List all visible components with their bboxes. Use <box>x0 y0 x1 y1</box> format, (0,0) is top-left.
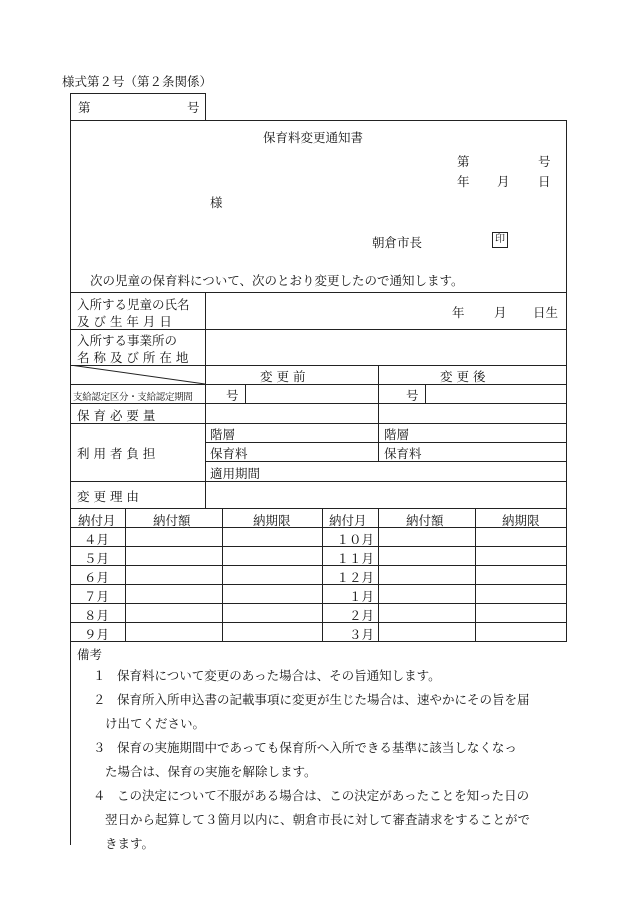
month-right-6: ３月 <box>348 627 374 642</box>
payment-header-month-left: 納付月 <box>78 513 116 528</box>
reason-label: 変 更 理 由 <box>77 489 139 504</box>
issue-year: 年 <box>457 174 470 189</box>
hoikuryo-before: 保育料 <box>210 446 248 461</box>
doc-no-dai: 第 <box>78 100 91 115</box>
cert-label: 支給認定区分・支給認定期間 <box>73 392 193 403</box>
month-left-6: ９月 <box>84 627 110 642</box>
need-label: 保 育 必 要 量 <box>77 408 156 423</box>
cert-go-after: 号 <box>406 388 419 403</box>
notes-title: 備考 <box>77 647 103 662</box>
issue-month: 月 <box>497 174 510 189</box>
office-label-2: 名 称 及 び 所 在 地 <box>77 350 189 365</box>
child-label-2: 及 び 生 年 月 日 <box>77 314 172 329</box>
month-left-3: ６月 <box>84 570 110 585</box>
issuer-name: 朝倉市長 <box>372 235 423 250</box>
cert-go-before: 号 <box>226 388 239 403</box>
month-right-4: １月 <box>348 589 374 604</box>
month-right-1: １０月 <box>336 532 374 547</box>
month-left-1: ４月 <box>84 532 110 547</box>
kaisou-before: 階層 <box>210 427 236 442</box>
document-title: 保育料変更通知書 <box>263 130 364 145</box>
before-header: 変 更 前 <box>260 369 306 384</box>
payment-header-month-right: 納付月 <box>329 513 367 528</box>
intro-text: 次の児童の保育料について、次のとおり変更したので通知します。 <box>90 273 464 288</box>
month-right-3: １２月 <box>336 570 374 585</box>
note-2-num: ２ <box>93 692 106 707</box>
payment-header-amount-left: 納付額 <box>153 513 191 528</box>
birth-month: 月 <box>494 305 507 320</box>
issue-day: 日 <box>538 174 551 189</box>
addressee-sama: 様 <box>210 195 223 210</box>
hoikuryo-after: 保育料 <box>384 446 422 461</box>
note-4-num: ４ <box>93 788 106 803</box>
note-3-num: ３ <box>93 740 106 755</box>
note-1-line-1: 保育料について変更のあった場合は、その旨通知します。 <box>117 668 441 683</box>
seal-mark: 印 <box>492 232 508 248</box>
after-header: 変 更 後 <box>440 369 486 384</box>
burden-label: 利 用 者 負 担 <box>77 446 156 461</box>
birth-day: 日生 <box>533 305 559 320</box>
note-4-line-1: この決定について不服がある場合は、この決定があったことを知った日の <box>117 788 530 803</box>
issue-dai: 第 <box>457 154 470 169</box>
note-1-num: １ <box>93 668 106 683</box>
note-3-line-1: 保育の実施期間中であっても保育所へ入所できる基準に該当しなくなっ <box>117 740 517 755</box>
note-4-line-3: きます。 <box>105 836 155 851</box>
diagonal-divider <box>70 365 205 384</box>
form-label: 様式第２号（第２条関係） <box>62 74 213 89</box>
note-2-line-2: け出てください。 <box>105 716 206 731</box>
note-3-line-2: た場合は、保育の実施を解除します。 <box>105 764 317 779</box>
payment-header-amount-right: 納付額 <box>406 513 444 528</box>
payment-header-due-right: 納期限 <box>502 513 540 528</box>
note-2-line-1: 保育所入所申込書の記載事項に変更が生じた場合は、速やかにその旨を届 <box>117 692 530 707</box>
month-right-2: １１月 <box>336 551 374 566</box>
child-label-1: 入所する児童の氏名 <box>77 297 190 312</box>
month-left-4: ７月 <box>84 589 110 604</box>
payment-header-due-left: 納期限 <box>253 513 291 528</box>
issue-go: 号 <box>538 154 551 169</box>
month-left-2: ５月 <box>84 551 110 566</box>
frame-top <box>70 120 567 121</box>
period-label: 適用期間 <box>210 466 261 481</box>
month-left-5: ８月 <box>84 608 110 623</box>
frame-left <box>70 120 71 845</box>
birth-year: 年 <box>452 305 465 320</box>
office-label-1: 入所する事業所の <box>77 333 178 348</box>
doc-no-go: 号 <box>187 100 200 115</box>
month-right-5: ２月 <box>348 608 374 623</box>
kaisou-after: 階層 <box>384 427 410 442</box>
note-4-line-2: 翌日から起算して３箇月以内に、朝倉市長に対して審査請求をすることがで <box>105 812 531 827</box>
frame-right <box>566 120 567 642</box>
